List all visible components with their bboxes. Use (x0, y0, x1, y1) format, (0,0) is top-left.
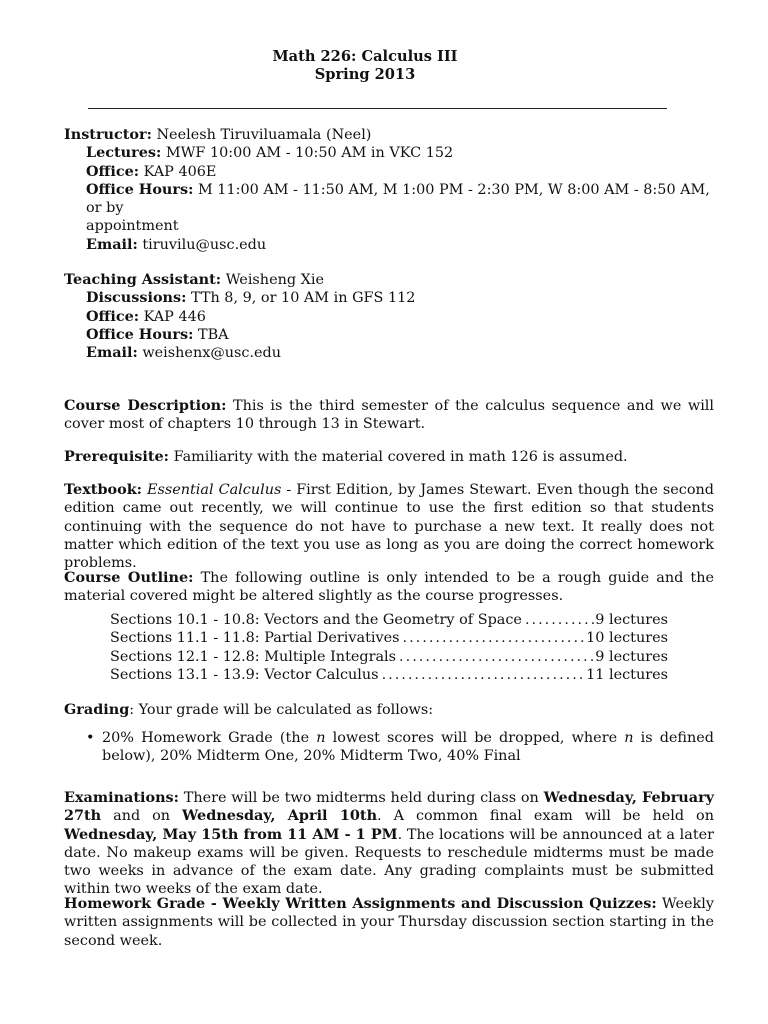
instructor-name: Neelesh Tiruviluamala (Neel) (156, 127, 372, 143)
outline-row (110, 629, 668, 647)
exams-text-1: There will be two midterms held during class on (183, 790, 539, 806)
instructor-block (64, 126, 714, 254)
discussions-label: Discussions: (86, 289, 187, 307)
ta-office-value: KAP 446 (143, 308, 206, 325)
ta-office-label: Office: (86, 307, 140, 325)
prerequisite (64, 448, 714, 466)
description-text: This is the third semester of the calculus sequence and we will cover most of chapters 10 through 13 in Stewart. (64, 398, 715, 433)
bullet-text-a: 20% Homework Grade (the (102, 730, 310, 746)
ta-label: Teaching Assistant: (64, 271, 222, 288)
n-variable: n (316, 730, 326, 746)
outline-row (110, 666, 668, 684)
textbook-text: - First Edition, by James Stewart. Even though the second edition came out recently, we will continue to use the first edition so that students continuing with the sequence do not have to purchase a new text. It really does not matter which edition of the text you use as long as you are doing the correct homework problems. (64, 482, 714, 572)
lectures-label: Lectures: (86, 144, 162, 162)
leader-dots (379, 666, 587, 684)
outline-count: 10 lectures (586, 630, 668, 647)
grading (64, 701, 714, 719)
exams-text-4: . The locations will be announced at a later date. No makeup exams will be given. Requests to reschedule midterms must be made two weeks in advance of the exam date. Any grading complaints must be submitted within two weeks of the exam date. (64, 826, 715, 898)
prerequisite-label: Prerequisite: (64, 448, 169, 465)
ta-name: Weisheng Xie (225, 272, 325, 288)
midterm-two-date: Wednesday, April 10th (182, 807, 378, 825)
outline-section: Sections 13.1 - 13.9: Vector Calculus (110, 666, 379, 683)
email-label: Email: (86, 235, 138, 253)
exams-label: Examinations: (64, 789, 179, 806)
textbook-label: Textbook: (64, 481, 142, 498)
ta-block (64, 271, 714, 362)
outline-count: 11 lectures (586, 666, 668, 683)
office-value: KAP 406E (143, 163, 217, 180)
grading-label: Grading (64, 701, 130, 718)
outline-row (110, 648, 668, 666)
outline-count: 9 lectures (595, 648, 668, 665)
office-hours-value: M 11:00 AM - 11:50 AM, M 1:00 PM - 2:30 PM, W 8:00 AM - 8:50 AM, or by (86, 181, 710, 217)
homework-text: Weekly written assignments will be collected in your Thursday discussion section starting in the second week. (64, 896, 714, 949)
term: Spring 2013 (314, 66, 416, 83)
textbook-title: Essential Calculus (146, 482, 282, 498)
instructor-email[interactable]: tiruvilu@usc.edu (142, 236, 267, 253)
ta-email[interactable]: weishenx@usc.edu (142, 345, 282, 362)
grading-text: : Your grade will be calculated as follows: (129, 702, 434, 718)
grading-bullet (86, 729, 714, 766)
textbook (64, 481, 714, 572)
course-title: Math 226: Calculus III (272, 48, 458, 65)
discussions-value: TTh 8, 9, or 10 AM in GFS 112 (191, 290, 416, 307)
bullet-text-b: lowest scores will be dropped, where (332, 730, 618, 746)
prerequisite-text: Familiarity with the material covered in math 126 is assumed. (173, 449, 628, 465)
instructor-label: Instructor: (64, 126, 152, 143)
exams-text-2: and on (113, 808, 171, 825)
final-exam-date: Wednesday, May 15th from 11 AM - 1 PM (64, 825, 398, 843)
outline-section: Sections 10.1 - 10.8: Vectors and the Geometry of Space (110, 612, 522, 628)
divider (88, 108, 667, 109)
examinations (64, 789, 714, 899)
exams-text-3: . A common final exam will be held on (377, 808, 714, 825)
document-title (0, 48, 730, 84)
course-outline (64, 569, 714, 606)
ta-hours-label: Office Hours: (86, 325, 194, 343)
office-label: Office: (86, 162, 140, 180)
homework-label: Homework Grade - Weekly Written Assignments and Discussion Quizzes: (64, 895, 657, 912)
outline-row (110, 611, 668, 629)
midterm-one-date: Wednesday, February 27th (64, 789, 715, 825)
outline-section: Sections 12.1 - 12.8: Multiple Integrals (110, 648, 397, 665)
description-label: Course Description: (64, 397, 227, 414)
bullet-text-c: is defined below), 20% Midterm One, 20% Midterm Two, 40% Final (102, 730, 715, 765)
leader-dots (396, 648, 595, 666)
ta-email-label: Email: (86, 344, 138, 362)
outline-text: The following outline is only intended to be a rough guide and the material covered might be altered slightly as the course progresses. (64, 570, 715, 605)
lectures-value: MWF 10:00 AM - 10:50 AM in VKC 152 (165, 145, 454, 162)
office-hours-continued: appointment (86, 218, 179, 235)
leader-dots (522, 611, 595, 629)
office-hours-label: Office Hours: (86, 180, 194, 198)
bullet-icon: • (86, 730, 95, 746)
n-variable: n (624, 730, 634, 746)
outline-section: Sections 11.1 - 11.8: Partial Derivatives (110, 630, 400, 647)
homework (64, 895, 714, 950)
course-description (64, 397, 714, 434)
ta-hours-value: TBA (197, 326, 229, 343)
leader-dots (400, 629, 587, 647)
outline-label: Course Outline: (64, 569, 194, 586)
outline-count: 9 lectures (595, 612, 668, 628)
outline-table (110, 611, 668, 684)
